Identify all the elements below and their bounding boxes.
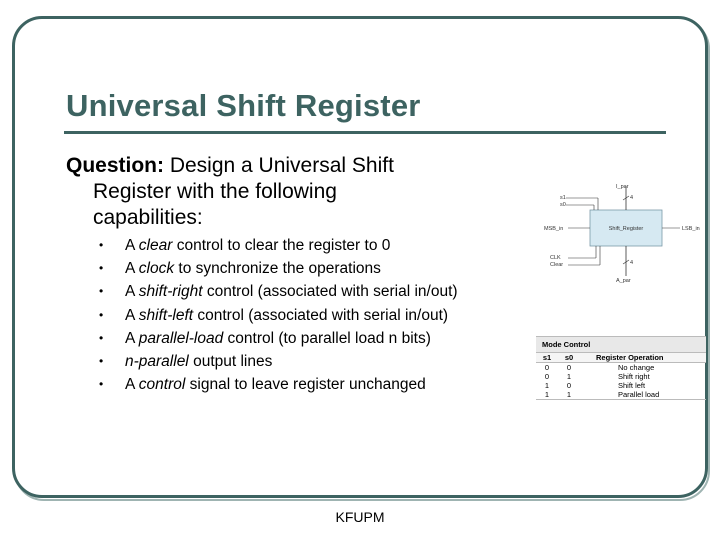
list-item: • A parallel-load control (to parallel load n bits) bbox=[99, 330, 431, 347]
msb-in-label: MSB_in bbox=[544, 226, 564, 232]
capabilities-list bbox=[99, 236, 499, 398]
shift-register-block-diagram bbox=[540, 178, 715, 290]
bullet-icon: • bbox=[99, 331, 104, 345]
table-title: Mode Control bbox=[536, 336, 706, 352]
table-row: 1 0 Shift left bbox=[544, 381, 646, 390]
list-item: • A control signal to leave register unchanged bbox=[99, 376, 426, 393]
mode-control-table bbox=[536, 336, 706, 400]
s1-label: s1 bbox=[560, 195, 566, 201]
slide-title: Universal Shift Register bbox=[66, 88, 421, 123]
table-header-row bbox=[536, 352, 706, 363]
lsb-in-label: LSB_in bbox=[682, 226, 700, 232]
title-divider bbox=[64, 131, 666, 134]
bottom-bus-label: A_par bbox=[616, 278, 631, 284]
col-op-header: Register Operation bbox=[596, 353, 664, 362]
question-text bbox=[66, 153, 496, 231]
bottom-bus-width: 4 bbox=[630, 260, 634, 266]
table-row: 1 1 Parallel load bbox=[536, 390, 706, 400]
col-s1-header: s1 bbox=[542, 353, 552, 362]
question-label: Question: bbox=[66, 154, 164, 177]
question-line-3: capabilities: bbox=[93, 206, 203, 229]
list-item: • n-parallel output lines bbox=[99, 353, 273, 370]
bullet-icon: • bbox=[99, 354, 104, 368]
bullet-icon: • bbox=[99, 238, 104, 252]
bullet-icon: • bbox=[99, 261, 104, 275]
table-row: 0 0 No change bbox=[544, 363, 655, 372]
bullet-icon: • bbox=[99, 377, 104, 391]
footer-text: KFUPM bbox=[335, 509, 385, 525]
s0-label: s0 bbox=[560, 202, 566, 208]
col-s0-header: s0 bbox=[564, 353, 574, 362]
top-bus-width: 4 bbox=[630, 195, 634, 201]
clear-label: Clear bbox=[550, 262, 564, 268]
list-item: • A clear control to clear the register to 0 bbox=[99, 237, 391, 254]
bullet-icon: • bbox=[99, 308, 104, 322]
top-bus-label: I_par bbox=[616, 184, 629, 190]
question-line-2: Register with the following bbox=[93, 180, 337, 203]
list-item: • A shift-left control (associated with serial in/out) bbox=[99, 307, 449, 324]
block-label: Shift_Register bbox=[608, 226, 644, 232]
table-row: 0 1 Shift right bbox=[544, 372, 650, 381]
clk-label: CLK bbox=[550, 255, 561, 261]
bullet-icon: • bbox=[99, 284, 104, 298]
question-line-1: Design a Universal Shift bbox=[164, 154, 394, 177]
list-item: • A clock to synchronize the operations bbox=[99, 260, 381, 277]
list-item: • A shift-right control (associated with serial in/out) bbox=[99, 283, 458, 300]
